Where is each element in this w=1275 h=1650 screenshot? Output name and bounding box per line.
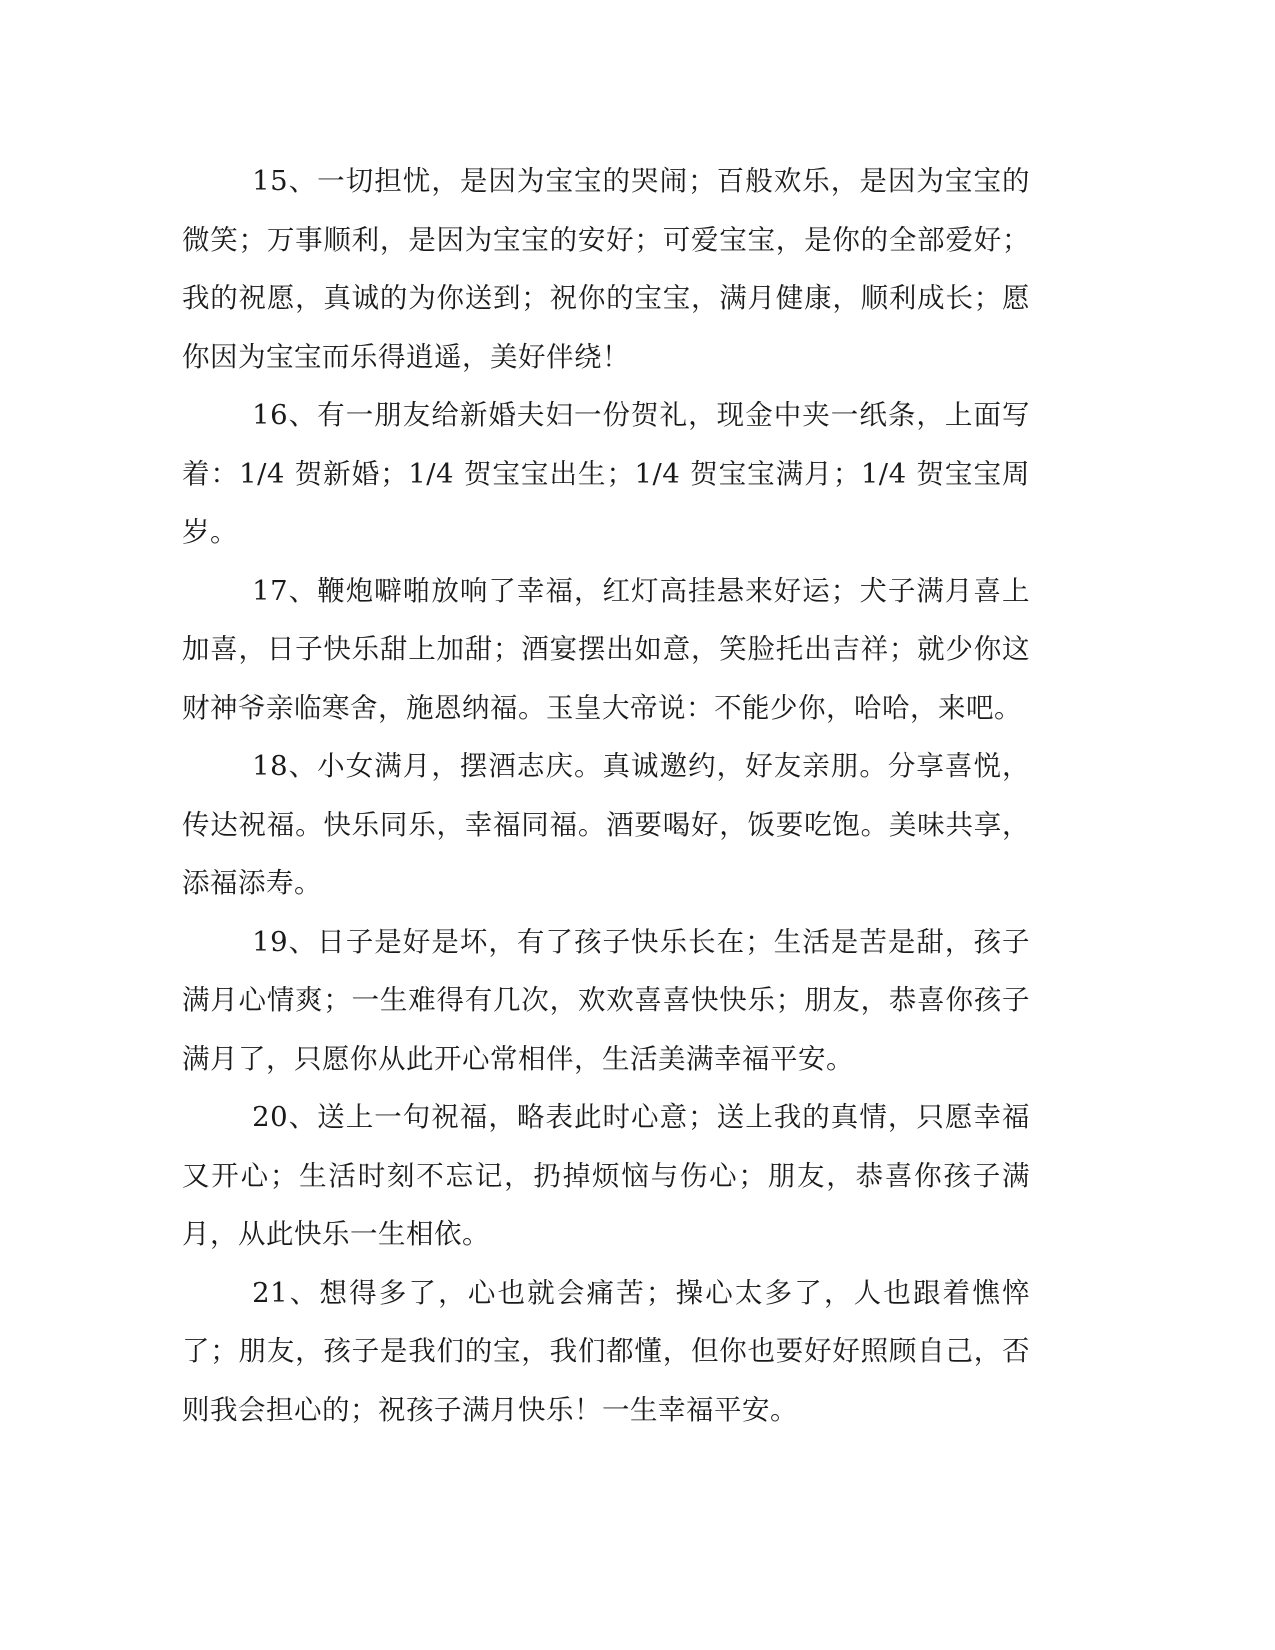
paragraph-18: 18、小女满月，摆酒志庆。真诚邀约，好友亲朋。分享喜悦，传达祝福。快乐同乐，幸福同福。酒要喝好，饭要吃饱。美味共享，添福添寿。 bbox=[182, 750, 1030, 899]
paragraph-17: 17、鞭炮噼啪放响了幸福，红灯高挂悬来好运；犬子满月喜上加喜，日子快乐甜上加甜；酒宴摆出如意，笑脸托出吉祥；就少你这财神爷亲临寒舍，施恩纳福。玉皇大帝说：不能少你，哈哈，来吧。 bbox=[182, 574, 1030, 724]
paragraph-15: 15、一切担忧，是因为宝宝的哭闹；百般欢乐，是因为宝宝的微笑；万事顺利，是因为宝宝的安好；可爱宝宝，是你的全部爱好；我的祝愿，真诚的为你送到；祝你的宝宝，满月健康，顺利成长；愿你因为宝宝而乐得逍遥，美好伴绕！ bbox=[182, 165, 1030, 373]
paragraph-19: 19、日子是好是坏，有了孩子快乐长在；生活是苦是甜，孩子满月心情爽；一生难得有几次，欢欢喜喜快快乐；朋友，恭喜你孩子满月了，只愿你从此开心常相伴，生活美满幸福平安。 bbox=[182, 925, 1030, 1075]
document-body bbox=[182, 152, 1030, 1439]
paragraph-20: 20、送上一句祝福，略表此时心意；送上我的真情，只愿幸福又开心；生活时刻不忘记，扔掉烦恼与伤心；朋友，恭喜你孩子满月，从此快乐一生相依。 bbox=[182, 1101, 1030, 1250]
paragraph-21: 21、想得多了，心也就会痛苦；操心太多了，人也跟着憔悴了；朋友，孩子是我们的宝，我们都懂，但你也要好好照顾自己，否则我会担心的；祝孩子满月快乐！一生幸福平安。 bbox=[182, 1276, 1030, 1426]
paragraph-16: 16、有一朋友给新婚夫妇一份贺礼，现金中夹一纸条，上面写着：1/4 贺新婚；1/4 贺宝宝出生；1/4 贺宝宝满月；1/4 贺宝宝周岁。 bbox=[182, 399, 1030, 548]
